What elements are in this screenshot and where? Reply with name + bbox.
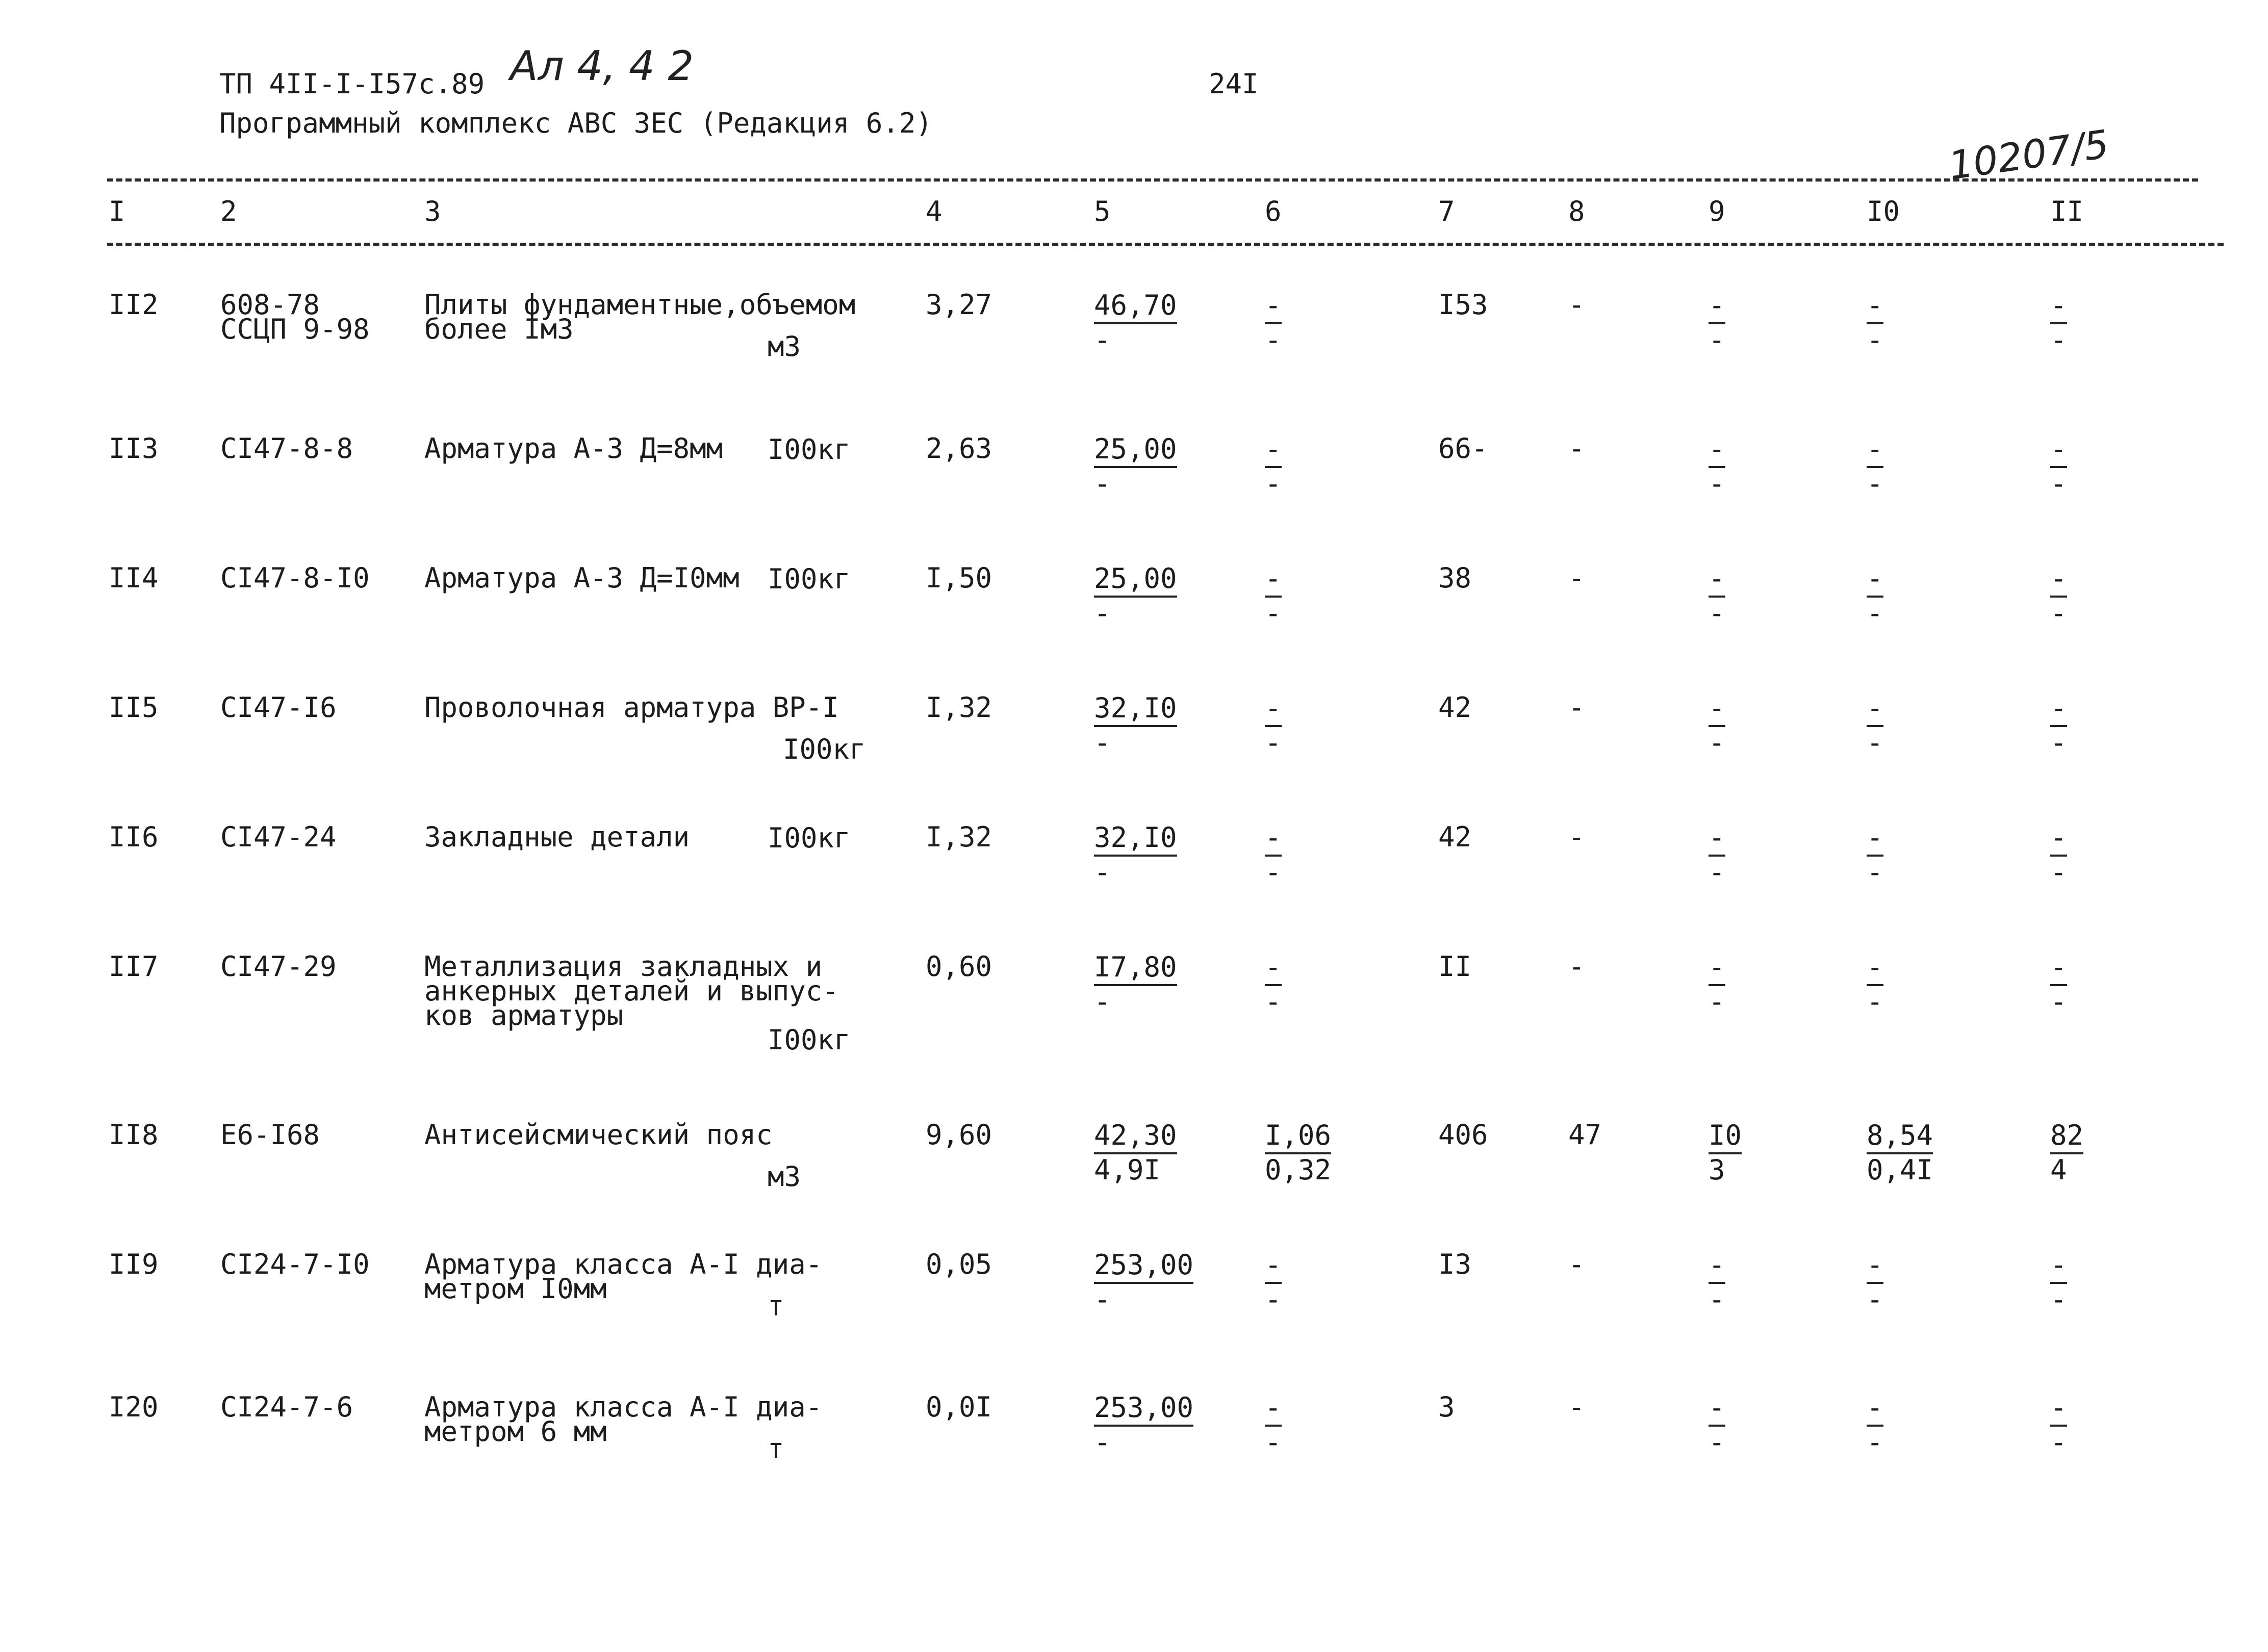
col10-value-numerator: - <box>1867 951 1883 986</box>
col10-value-numerator: - <box>1867 563 1883 598</box>
col11-value-numerator: - <box>2050 290 2067 324</box>
col10-value-denominator: - <box>1867 324 1883 356</box>
unit-cost-denominator: - <box>1094 986 1111 1018</box>
wage-cost <box>1265 951 1282 1018</box>
col11-value-numerator: - <box>2050 563 2067 598</box>
wage-cost-denominator: - <box>1265 324 1282 356</box>
col9-value-numerator: - <box>1709 692 1725 727</box>
unit: I00кг <box>768 822 851 854</box>
col9-value-denominator: - <box>1709 727 1725 759</box>
header-rule-top <box>107 178 2198 182</box>
unit: I00кг <box>768 433 851 466</box>
col10-value <box>1867 692 1883 759</box>
total-cost: 406 <box>1438 1119 1488 1151</box>
wage-cost-denominator: - <box>1265 727 1282 759</box>
col11-value <box>2050 290 2067 356</box>
col9-value <box>1709 692 1725 759</box>
total-cost: I3 <box>1438 1248 1472 1280</box>
col10-value <box>1867 433 1883 500</box>
total-wage: - <box>1568 821 1585 853</box>
wage-cost <box>1265 692 1282 759</box>
work-name-line: ков арматуры <box>424 999 624 1031</box>
col11-value <box>2050 1120 2083 1186</box>
col10-value-denominator: - <box>1867 468 1883 500</box>
total-wage: - <box>1568 1391 1585 1423</box>
unit-cost <box>1094 563 1177 629</box>
unit: т <box>768 1290 784 1322</box>
quantity: 9,60 <box>926 1119 992 1151</box>
row-number: II6 <box>109 821 159 853</box>
total-cost: 42 <box>1438 821 1472 853</box>
col9-value-numerator: - <box>1709 433 1725 468</box>
total-wage: - <box>1568 1248 1585 1280</box>
total-wage: - <box>1568 691 1585 724</box>
quantity: 0,05 <box>926 1248 992 1280</box>
col9-value-numerator: - <box>1709 1392 1725 1427</box>
total-cost: 42 <box>1438 691 1472 724</box>
handwritten-number: 10207/5 <box>1946 121 2112 189</box>
col10-value-numerator: - <box>1867 433 1883 468</box>
wage-cost <box>1265 433 1282 500</box>
work-name-line: метром 6 мм <box>424 1415 607 1448</box>
wage-cost-numerator: - <box>1265 290 1282 324</box>
col11-value-denominator: - <box>2050 468 2067 500</box>
work-name-line: анкерных деталей и выпус- <box>424 975 839 1007</box>
col11-value-denominator: - <box>2050 856 2067 888</box>
unit-cost-numerator: 46,70 <box>1094 290 1177 324</box>
wage-cost-numerator: - <box>1265 1392 1282 1427</box>
col9-value-denominator: - <box>1709 597 1725 629</box>
column-header-10: I0 <box>1867 195 1900 227</box>
col10-value-numerator: - <box>1867 290 1883 324</box>
col9-value <box>1709 951 1725 1018</box>
unit-cost-numerator: 32,I0 <box>1094 822 1177 857</box>
col10-value <box>1867 1120 1933 1186</box>
col9-value-denominator: - <box>1709 1283 1725 1315</box>
work-name-line: метром I0мм <box>424 1273 607 1305</box>
col10-value-numerator: - <box>1867 1392 1883 1427</box>
rate-code: CI47-24 <box>220 821 337 853</box>
wage-cost-denominator: - <box>1265 1426 1282 1458</box>
column-header-1: I <box>109 195 125 227</box>
column-header-5: 5 <box>1094 195 1111 227</box>
col11-value-numerator: - <box>2050 822 2067 857</box>
total-cost: II <box>1438 950 1472 983</box>
col10-value-numerator: - <box>1867 692 1883 727</box>
col9-value <box>1709 290 1725 356</box>
wage-cost-denominator: - <box>1265 856 1282 888</box>
col10-value <box>1867 1392 1883 1458</box>
row-number: II2 <box>109 289 159 321</box>
total-wage: 47 <box>1568 1119 1602 1151</box>
col10-value-denominator: - <box>1867 727 1883 759</box>
rate-code: CI47-29 <box>220 950 337 983</box>
unit-cost-denominator: - <box>1094 1426 1111 1458</box>
col11-value-denominator: - <box>2050 1426 2067 1458</box>
col9-value <box>1709 1392 1725 1458</box>
col11-value <box>2050 822 2067 888</box>
total-cost: I53 <box>1438 289 1488 321</box>
total-cost: 38 <box>1438 562 1472 594</box>
col11-value-denominator: 4 <box>2050 1154 2067 1186</box>
col11-value-numerator: - <box>2050 1249 2067 1284</box>
column-header-8: 8 <box>1568 195 1585 227</box>
wage-cost <box>1265 1120 1331 1186</box>
unit-cost-denominator: - <box>1094 727 1111 759</box>
col10-value-denominator: 0,4I <box>1867 1154 1933 1186</box>
unit-cost <box>1094 692 1177 759</box>
unit-cost <box>1094 1120 1177 1186</box>
rate-code: CI47-I6 <box>220 691 337 724</box>
col9-value-denominator: - <box>1709 986 1725 1018</box>
wage-cost-denominator: - <box>1265 468 1282 500</box>
col11-value <box>2050 563 2067 629</box>
work-name-line: Закладные детали <box>424 821 690 853</box>
wage-cost-numerator: - <box>1265 433 1282 468</box>
wage-cost-denominator: - <box>1265 1283 1282 1315</box>
col9-value-numerator: I0 <box>1709 1120 1742 1154</box>
quantity: I,50 <box>926 562 992 594</box>
unit-cost-denominator: - <box>1094 856 1111 888</box>
rate-code: CI47-8-8 <box>220 432 353 464</box>
col9-value-denominator: 3 <box>1709 1154 1725 1186</box>
unit-cost-denominator: - <box>1094 468 1111 500</box>
col9-value <box>1709 1249 1725 1315</box>
col11-value <box>2050 951 2067 1018</box>
wage-cost-numerator: - <box>1265 951 1282 986</box>
col11-value-denominator: - <box>2050 986 2067 1018</box>
unit: м3 <box>768 330 801 363</box>
rate-code: CI24-7-6 <box>220 1391 353 1423</box>
col11-value-denominator: - <box>2050 727 2067 759</box>
unit-cost <box>1094 822 1177 888</box>
unit-cost <box>1094 433 1177 500</box>
column-header-11: II <box>2050 195 2084 227</box>
col10-value-denominator: - <box>1867 597 1883 629</box>
unit: т <box>768 1433 784 1465</box>
work-name-line: Арматура А-3 Д=I0мм <box>424 562 740 594</box>
rate-code: 608-78 <box>220 289 320 321</box>
col9-value-numerator: - <box>1709 563 1725 598</box>
column-header-9: 9 <box>1709 195 1725 227</box>
col11-value <box>2050 692 2067 759</box>
total-wage: - <box>1568 432 1585 464</box>
quantity: 0,0I <box>926 1391 992 1423</box>
unit-cost-numerator: I7,80 <box>1094 951 1177 986</box>
wage-cost <box>1265 563 1282 629</box>
total-wage: - <box>1568 562 1585 594</box>
wage-cost <box>1265 1392 1282 1458</box>
total-wage: - <box>1568 950 1585 983</box>
work-name-line: Металлизация закладных и <box>424 950 823 983</box>
column-header-6: 6 <box>1265 195 1282 227</box>
work-name-line: Проволочная арматура ВР-I <box>424 691 839 724</box>
column-header-7: 7 <box>1438 195 1455 227</box>
col10-value-denominator: - <box>1867 986 1883 1018</box>
col10-value <box>1867 951 1883 1018</box>
col9-value-numerator: - <box>1709 1249 1725 1284</box>
wage-cost-numerator: I,06 <box>1265 1120 1331 1154</box>
quantity: I,32 <box>926 821 992 853</box>
column-header-2: 2 <box>220 195 237 227</box>
row-number: II8 <box>109 1119 159 1151</box>
unit-cost <box>1094 1249 1193 1315</box>
col10-value <box>1867 290 1883 356</box>
col11-value-denominator: - <box>2050 324 2067 356</box>
total-wage: - <box>1568 289 1585 321</box>
doc-subtitle: Программный комплекс АВС 3ЕС (Редакция 6.2) <box>219 107 932 139</box>
col10-value <box>1867 1249 1883 1315</box>
row-number: I20 <box>109 1391 159 1423</box>
quantity: I,32 <box>926 691 992 724</box>
unit-cost-numerator: 253,00 <box>1094 1392 1193 1427</box>
work-name-line: Арматура класса А-I диа- <box>424 1248 823 1280</box>
col10-value-numerator: - <box>1867 1249 1883 1284</box>
col9-value-numerator: - <box>1709 822 1725 857</box>
col11-value <box>2050 433 2067 500</box>
col10-value-denominator: - <box>1867 856 1883 888</box>
row-number: II4 <box>109 562 159 594</box>
rate-code: CI24-7-I0 <box>220 1248 370 1280</box>
column-header-4: 4 <box>926 195 942 227</box>
col11-value-numerator: 82 <box>2050 1120 2083 1154</box>
unit: м3 <box>768 1160 801 1193</box>
col9-value <box>1709 822 1725 888</box>
row-number: II9 <box>109 1248 159 1280</box>
header-rule-bottom <box>107 243 2224 246</box>
col11-value-numerator: - <box>2050 692 2067 727</box>
unit-cost-denominator: - <box>1094 1283 1111 1315</box>
col9-value-numerator: - <box>1709 951 1725 986</box>
wage-cost-numerator: - <box>1265 692 1282 727</box>
unit-cost <box>1094 951 1177 1018</box>
rate-code-secondary: ССЦП 9-98 <box>220 313 370 345</box>
quantity: 2,63 <box>926 432 992 464</box>
work-name-line: Антисейсмический пояс <box>424 1119 773 1151</box>
unit: I00кг <box>768 1024 851 1056</box>
wage-cost <box>1265 822 1282 888</box>
col11-value <box>2050 1249 2067 1315</box>
wage-cost <box>1265 290 1282 356</box>
work-name-line: Плиты фундаментные,объемом <box>424 289 856 321</box>
col11-value-denominator: - <box>2050 1283 2067 1315</box>
unit-cost-numerator: 42,30 <box>1094 1120 1177 1154</box>
col10-value-numerator: - <box>1867 822 1883 857</box>
col9-value-denominator: - <box>1709 856 1725 888</box>
col10-value-numerator: 8,54 <box>1867 1120 1933 1154</box>
col9-value-denominator: - <box>1709 468 1725 500</box>
row-number: II5 <box>109 691 159 724</box>
col11-value <box>2050 1392 2067 1458</box>
col9-value-denominator: - <box>1709 324 1725 356</box>
col11-value-numerator: - <box>2050 433 2067 468</box>
unit-cost-numerator: 25,00 <box>1094 563 1177 598</box>
col10-value <box>1867 822 1883 888</box>
col9-value <box>1709 1120 1742 1186</box>
quantity: 3,27 <box>926 289 992 321</box>
wage-cost-denominator: 0,32 <box>1265 1154 1332 1186</box>
column-header-3: 3 <box>424 195 441 227</box>
unit-cost-numerator: 25,00 <box>1094 433 1177 468</box>
rate-code: Е6-I68 <box>220 1119 320 1151</box>
handwritten-code: Ал 4, 4 2 <box>510 42 694 90</box>
work-name-line: Арматура класса А-I диа- <box>424 1391 823 1423</box>
work-name-line: более Iм3 <box>424 313 574 345</box>
unit-cost <box>1094 1392 1193 1458</box>
wage-cost-numerator: - <box>1265 1249 1282 1284</box>
row-number: II7 <box>109 950 159 983</box>
doc-code: ТП 4II-I-I57с.89 <box>219 68 485 100</box>
col9-value <box>1709 563 1725 629</box>
unit: I00кг <box>768 563 851 595</box>
wage-cost-numerator: - <box>1265 822 1282 857</box>
unit-cost-denominator: 4,9I <box>1094 1154 1161 1186</box>
col10-value-denominator: - <box>1867 1426 1883 1458</box>
unit: I00кг <box>783 733 866 765</box>
col11-value-numerator: - <box>2050 1392 2067 1427</box>
total-cost: 3 <box>1438 1391 1455 1423</box>
col11-value-numerator: - <box>2050 951 2067 986</box>
page-number: 24I <box>1209 68 1259 100</box>
wage-cost-numerator: - <box>1265 563 1282 598</box>
work-name-line: Арматура А-3 Д=8мм <box>424 432 723 464</box>
col9-value-numerator: - <box>1709 290 1725 324</box>
unit-cost-numerator: 253,00 <box>1094 1249 1193 1284</box>
col10-value-denominator: - <box>1867 1283 1883 1315</box>
col9-value-denominator: - <box>1709 1426 1725 1458</box>
row-number: II3 <box>109 432 159 464</box>
total-cost: 66- <box>1438 432 1488 464</box>
col9-value <box>1709 433 1725 500</box>
wage-cost <box>1265 1249 1282 1315</box>
wage-cost-denominator: - <box>1265 597 1282 629</box>
col10-value <box>1867 563 1883 629</box>
unit-cost <box>1094 290 1177 356</box>
col11-value-denominator: - <box>2050 597 2067 629</box>
unit-cost-denominator: - <box>1094 597 1111 629</box>
unit-cost-numerator: 32,I0 <box>1094 692 1177 727</box>
unit-cost-denominator: - <box>1094 324 1111 356</box>
wage-cost-denominator: - <box>1265 986 1282 1018</box>
rate-code: CI47-8-I0 <box>220 562 370 594</box>
quantity: 0,60 <box>926 950 992 983</box>
